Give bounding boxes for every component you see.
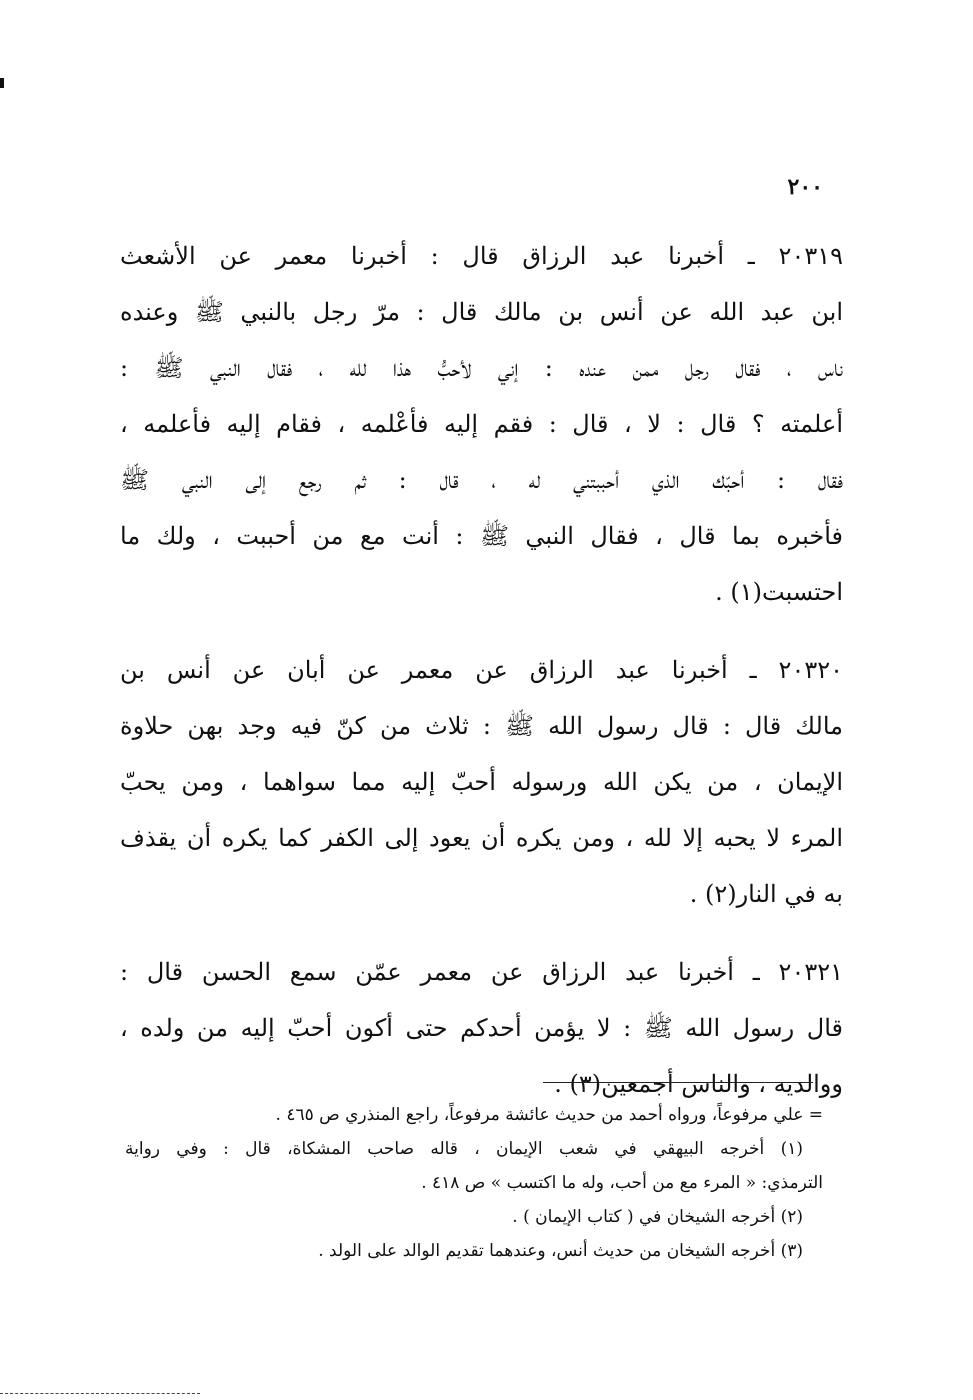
scan-bottom-dash [0, 1393, 200, 1394]
hadith-line: ابن عبد الله عن أنس بن مالك قال : مرّ رجل بالنبي ﷺ وعنده [120, 298, 843, 326]
hadith-line: الإيمان ، من يكن الله ورسوله أحبّ إليه مما سواهما ، ومن يحبّ [120, 768, 843, 796]
hadith-line: أعلمته ؟ قال : لا ، قال : فقم إليه فأعْلمه ، فقام إليه فأعلمه ، [120, 410, 843, 438]
hadith-line: قال رسول الله ﷺ : لا يؤمن أحدكم حتى أكون أحبّ إليه من ولده ، [120, 1014, 843, 1042]
hadith-20320 [120, 642, 843, 922]
hadith-line: فقال : أحبّك الذي أحببتني له ، قال : ثم رجع إلى النبي ﷺ [120, 466, 843, 494]
footnote-continuation: = علي مرفوعاً، ورواه أحمد من حديث عائشة مرفوعاً، راجع المنذري ص ٤٦٥ . [275, 1105, 823, 1125]
hadith-line: احتسبت(١) . [715, 578, 843, 606]
hadith-line: به في النار(٢) . [689, 880, 843, 908]
hadith-line: مالك قال : قال رسول الله ﷺ : ثلاث من كنّ فيه وجد بهن حلاوة [120, 712, 843, 740]
hadith-text-block [120, 228, 843, 1134]
hadith-line: ٢٠٣٢١ ـ أخبرنا عبد الرزاق عن معمر عمّن سمع الحسن قال : [120, 958, 843, 986]
scan-edge-mark [0, 78, 4, 88]
hadith-20319 [120, 228, 843, 620]
footnotes [125, 1098, 823, 1268]
footnote-1: (١) أخرجه البيهقي في شعب الإيمان ، قاله صاحب المشكاة، قال : وفي رواية [125, 1139, 803, 1159]
hadith-line: فأخبره بما قال ، فقال النبي ﷺ : أنت مع من أحببت ، ولك ما [120, 522, 843, 550]
footnote-1-continued: الترمذي: « المرء مع من أحب، وله ما اكتسب » ص ٤١٨ . [421, 1173, 823, 1193]
hadith-line: ووالديه ، والناس أجمعين(٣) . [554, 1070, 843, 1098]
footnote-separator [543, 1082, 813, 1083]
hadith-line: ناس ، فقال رجل ممن عنده : إني لأحبُّ هذا لله ، فقال النبي ﷺ : [120, 354, 843, 382]
hadith-line: ٢٠٣٢٠ ـ أخبرنا عبد الرزاق عن معمر عن أبان عن أنس بن [120, 656, 843, 684]
hadith-20321 [120, 944, 843, 1112]
page-number: ٢٠٠ [787, 174, 823, 200]
footnote-3: (٣) أخرجه الشيخان من حديث أنس، وعندهما تقديم الوالد على الولد . [318, 1241, 803, 1261]
hadith-line: ٢٠٣١٩ ـ أخبرنا عبد الرزاق قال : أخبرنا معمر عن الأشعث [120, 242, 843, 270]
footnote-2: (٢) أخرجه الشيخان في ( كتاب الإيمان ) . [512, 1207, 803, 1227]
hadith-line: المرء لا يحبه إلا لله ، ومن يكره أن يعود إلى الكفر كما يكره أن يقذف [120, 824, 843, 852]
